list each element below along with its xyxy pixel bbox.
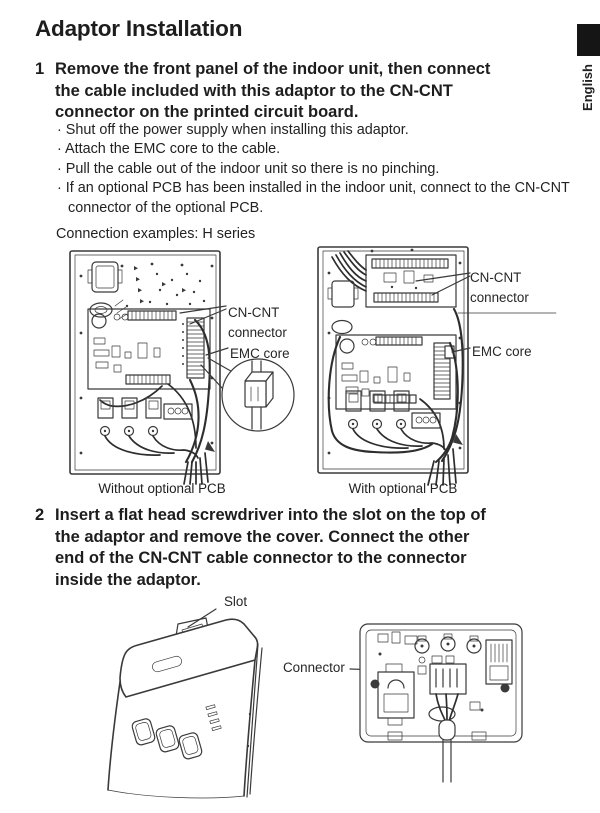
diagram-adaptor-interior (350, 614, 535, 786)
led-indicator-slits (206, 705, 221, 731)
bullet-item: · Shut off the power supply when installing this adaptor. (57, 122, 409, 138)
language-tab-label: English (579, 63, 595, 111)
step-1-line: the cable included with this adaptor to the CN-CNT (55, 81, 453, 100)
figure-caption: Without optional PCB (98, 481, 226, 496)
step-1-number: 1 (35, 60, 45, 78)
bullet-item: · Pull the cable out of the indoor unit so there is no pinching. (57, 160, 440, 177)
bullet-item: · Attach the EMC core to the cable. (57, 141, 281, 158)
emc-core-label: EMC core (472, 344, 532, 359)
connector-label: Connector (283, 660, 345, 675)
slot-label: Slot (224, 594, 248, 609)
step-1-line: connector on the printed circuit board. (55, 103, 359, 122)
bullet-item: · If an optional PCB has been installed in the indoor unit, connect to the CN-CNT connector of the optional PCB. (57, 180, 570, 216)
diagram-indoor-unit-without-optional-pcb (62, 248, 307, 486)
step-2-number: 2 (35, 506, 45, 524)
step-2-line: Insert a flat head screwdriver into the slot on the top of (55, 506, 486, 524)
language-edge-tab (577, 24, 600, 56)
adaptor-buttons (131, 718, 203, 760)
step-1 (35, 59, 583, 124)
step-2-line: end of the CN-CNT cable connector to the connector (55, 549, 467, 568)
cable-grommet (439, 720, 455, 740)
connection-examples-label: Connection examples: H series (56, 226, 256, 242)
step-2 (35, 505, 583, 591)
cn-cnt-connector-label: CN-CNT connector (470, 270, 529, 305)
adaptor-body (108, 619, 262, 798)
emc-core-magnifier-icon (222, 359, 294, 431)
step-2-line: inside the adaptor. (55, 570, 201, 589)
step-1-line: Remove the front panel of the indoor unit, then connect (55, 60, 491, 78)
emc-core-label: EMC core (230, 346, 290, 361)
cn-cnt-connector-label: CN-CNT connector (228, 305, 287, 340)
diagram-adaptor-exterior (88, 594, 303, 804)
page-title: Adaptor Installation (35, 16, 243, 41)
step-1-bullet-list (57, 121, 575, 218)
step-1-text (55, 59, 583, 124)
step-2-text (55, 505, 583, 591)
figure-caption: With optional PCB (348, 481, 458, 496)
step-2-line: the adaptor and remove the cover. Connect the other (55, 527, 470, 546)
